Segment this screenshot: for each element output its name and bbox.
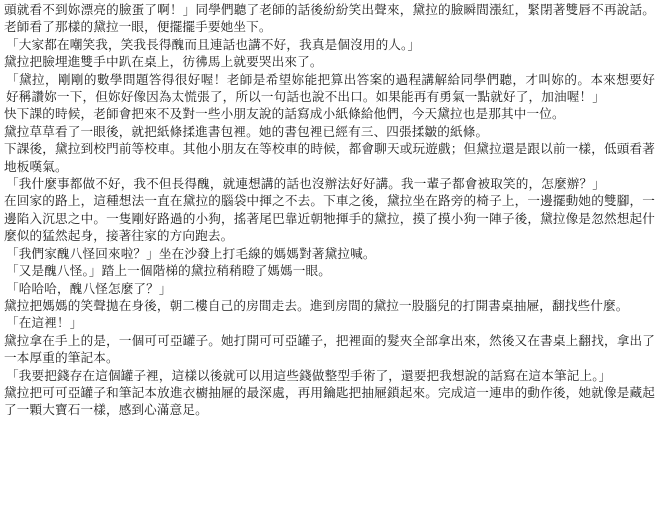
paragraph-1: 頭就看不到妳漂亮的臉蛋了啊！」同學們聽了老師的話後紛紛笑出聲來，黛拉的臉瞬間漲紅，緊閉著雙唇不再說話。老師看了那樣的黛拉一眼，便擺擺手要她坐下。 bbox=[4, 2, 655, 35]
paragraph-17: 黛拉把可可亞罐子和筆記本放進衣櫥抽屜的最深處，再用鑰匙把抽屜鎖起來。完成這一連串的動作後，她就像是藏起了一顆大寶石一樣，感到心滿意足。 bbox=[4, 384, 655, 418]
paragraph-13: 黛拉把媽媽的笑聲拋在身後，朝二樓自己的房間走去。進到房間的黛拉一股腦兒的打開書桌抽屜，翻找些什麼。 bbox=[4, 297, 629, 313]
paragraph-8: 「我什麼事都做不好，我不但長得醜，就連想講的話也沒辦法好好講。我一輩子都會被取笑的，怎麼辦？」 bbox=[6, 176, 605, 192]
paragraph-3: 黛拉把臉埋進雙手中趴在桌上，彷彿馬上就要哭出來了。 bbox=[4, 54, 323, 70]
paragraph-5: 快下課的時候，老師會把來不及對一些小朋友說的話寫成小紙條給他們，今天黛拉也是那其中一位。 bbox=[4, 106, 565, 122]
paragraph-9: 在回家的路上，這種想法一直在黛拉的腦袋中揮之不去。下車之後，黛拉坐在路旁的椅子上，一邊擺動她的雙腳，一邊陷入沉思之中。一隻剛好路過的小狗，搖著尾巴靠近朝牠揮手的黛拉，摸了摸小狗一陣子後，黛拉像是忽然想起什麼似的猛然起身，接著往家的方向跑去。 bbox=[4, 193, 655, 244]
paragraph-4: 「黛拉，剛剛的數學問題答得很好喔！老師是希望妳能把算出答案的過程講解給同學們聽，才叫妳的。本來想要好好稱讚妳一下，但妳好像因為太慌張了，所以一句話也說不出口。如果能再有勇氣一點就好了，加油喔！」 bbox=[6, 71, 655, 105]
paragraph-11: 「又是醜八怪。」踏上一個階梯的黛拉稍稍瞪了媽媽一眼。 bbox=[6, 263, 332, 279]
paragraph-12: 「哈哈哈，醜八怪怎麼了？」 bbox=[6, 280, 172, 296]
paragraph-15: 黛拉拿在手上的是，一個可可亞罐子。她打開可可亞罐子，把裡面的髮夾全部拿出來，然後又在書桌上翻找，拿出了一本厚重的筆記本。 bbox=[4, 332, 655, 366]
paragraph-10: 「我們家醜八怪回來啦？」坐在沙發上打毛線的媽媽對著黛拉喊。 bbox=[6, 245, 376, 261]
paragraph-16: 「我要把錢存在這個罐子裡，這樣以後就可以用這些錢做整型手術了，還要把我想說的話寫在這本筆記上。」 bbox=[6, 367, 612, 383]
paragraph-7: 下課後，黛拉到校門前等校車。其他小朋友在等校車的時候，都會聊天或玩遊戲；但黛拉還是跟以前一樣，低頭看著地板嘆氣。 bbox=[4, 141, 655, 174]
paragraph-6: 黛拉草草看了一眼後，就把紙條揉進書包裡。她的書包裡已經有三、四張揉皺的紙條。 bbox=[4, 123, 489, 139]
paragraph-14: 「在這裡！」 bbox=[6, 315, 83, 331]
paragraph-2: 「大家都在嘲笑我，笑我長得醜而且連話也講不好，我真是個沒用的人。」 bbox=[6, 36, 421, 52]
